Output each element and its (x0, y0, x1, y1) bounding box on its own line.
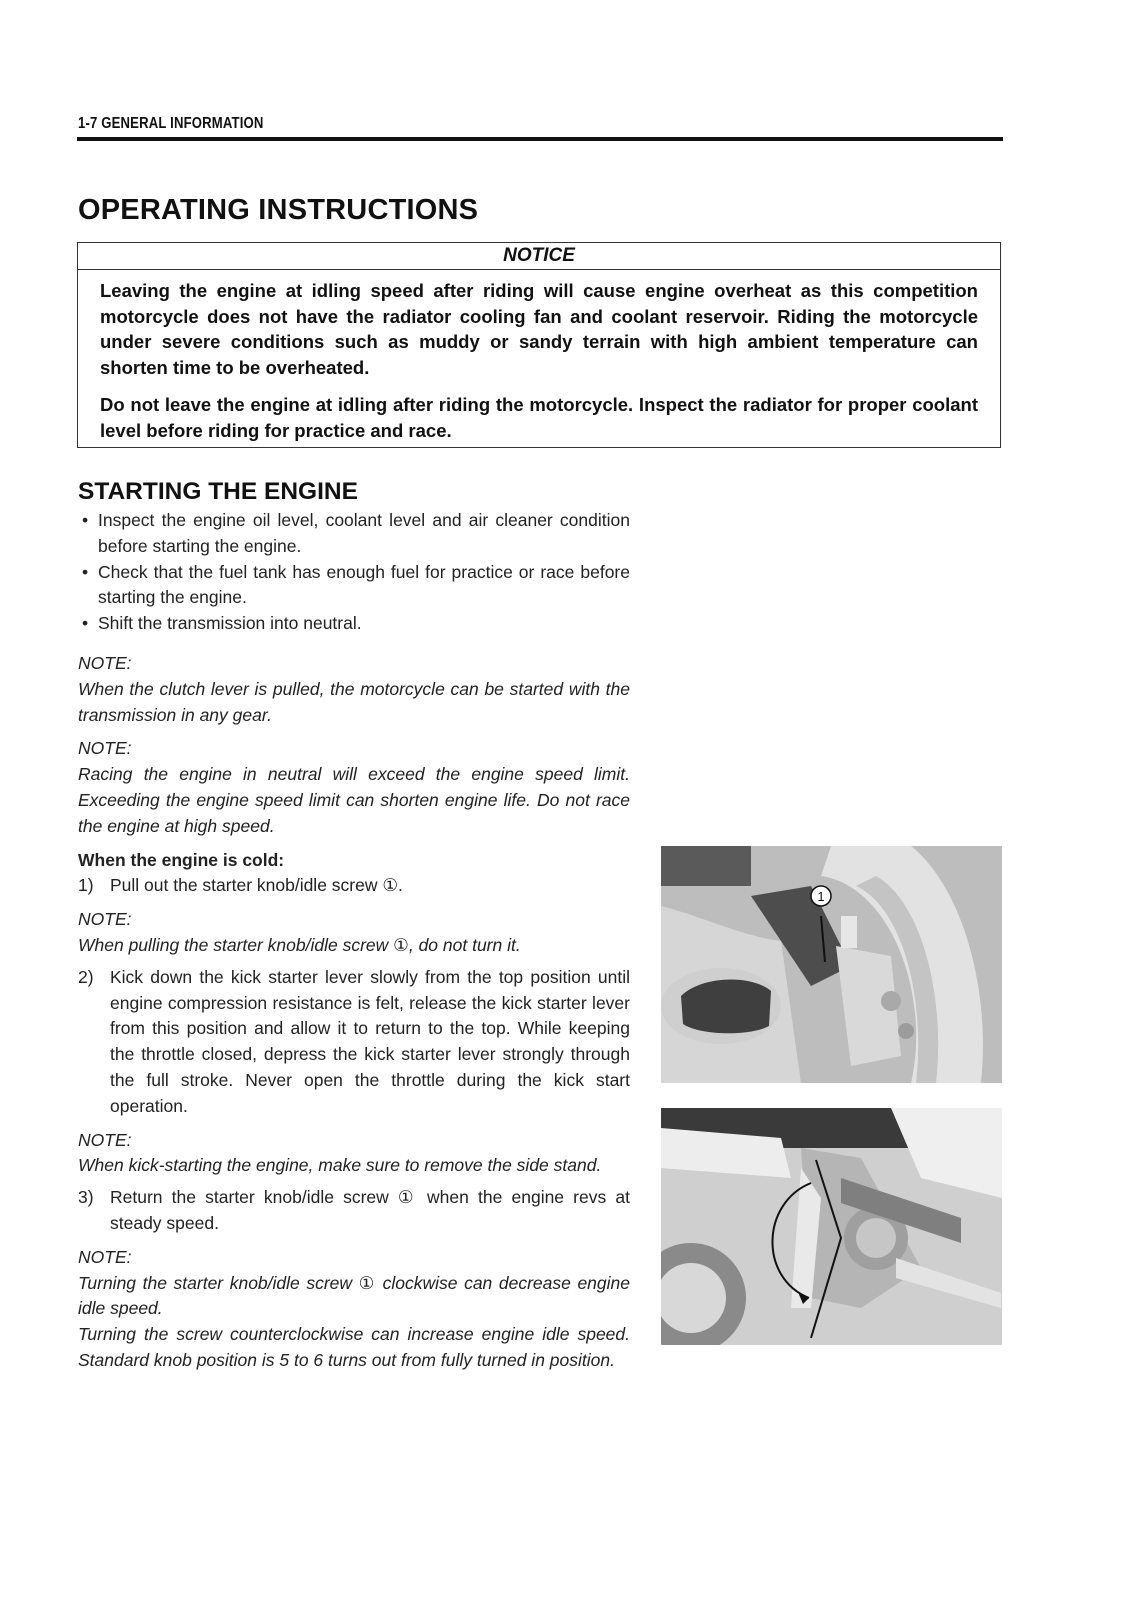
list-item: • Shift the transmission into neutral. (78, 611, 630, 637)
note-block (78, 736, 630, 839)
header-rule (77, 137, 1003, 141)
callout-label: 1 (817, 889, 825, 904)
list-item: • Check that the fuel tank has enough fuel for practice or race before starting the engine. (82, 561, 630, 608)
notice-body (78, 270, 1000, 443)
bullet-icon: • (82, 613, 89, 634)
step-2: 2) Kick down the kick starter lever slowly from the top position until engine compression resistance is felt, release the kick starter lever from this position and allow it to return to the top. While keeping the throttle closed, depress the kick starter lever strongly through the full stroke. Never open the throttle during the kick start operation. (78, 966, 630, 1116)
note-text: When pulling the starter knob/idle screw ①, do not turn it. (78, 934, 521, 955)
note-text: Racing the engine in neutral will exceed the engine speed limit. Exceeding the engine speed limit can shorten engine life. Do not race the engine at high speed. (78, 764, 630, 836)
notice-heading: NOTICE (78, 243, 1000, 270)
kick-starter-illustration (661, 1108, 1002, 1345)
page-title: OPERATING INSTRUCTIONS (78, 194, 479, 226)
note-label: NOTE: (78, 1129, 132, 1150)
starter-knob-photo (661, 846, 1002, 1083)
note-label: NOTE: (78, 652, 132, 673)
step-1: 1) Pull out the starter knob/idle screw ①. (78, 875, 403, 896)
cold-engine-heading: When the engine is cold: (78, 849, 285, 870)
section-title: STARTING THE ENGINE (78, 478, 358, 505)
note-block (78, 907, 630, 959)
notice-paragraph: Do not leave the engine at idling after riding the motorcycle. Inspect the radiator for proper coolant level before riding for practice and race. (100, 394, 978, 441)
instructions-column (78, 508, 630, 1374)
bullet-icon: • (82, 561, 89, 582)
step-3: 3) Return the starter knob/idle screw ① when the engine revs at steady speed. (78, 1187, 630, 1233)
starter-knob-illustration (661, 846, 1002, 1083)
note-text: When kick-starting the engine, make sure to remove the side stand. (78, 1155, 602, 1176)
note-text: When the clutch lever is pulled, the motorcycle can be started with the transmission in any gear. (78, 678, 630, 725)
note-text: Turning the starter knob/idle screw ① clockwise can decrease engine idle speed. (78, 1272, 630, 1319)
note-label: NOTE: (78, 909, 132, 930)
note-text: Turning the screw counterclockwise can increase engine idle speed. Standard knob position is 5 to 6 turns out from fully turned in position. (78, 1324, 630, 1370)
precheck-list (78, 508, 630, 637)
note-label: NOTE: (78, 1246, 132, 1267)
bullet-icon: • (82, 510, 89, 530)
list-item: • Inspect the engine oil level, coolant level and air cleaner condition before starting the engine. (82, 510, 630, 556)
notice-paragraph: Leaving the engine at idling speed after riding will cause engine overheat as this competition motorcycle does not have the radiator cooling fan and coolant reservoir. Riding the motorcycle under severe conditions such as muddy or sandy terrain with high ambient temperature can shorten time to be overheated. (100, 280, 978, 378)
page-header: 1-7 GENERAL INFORMATION (78, 115, 264, 132)
note-label: NOTE: (78, 738, 132, 759)
kick-starter-photo (661, 1108, 1002, 1345)
note-block (78, 1245, 630, 1374)
notice-box (77, 242, 1001, 448)
note-block (78, 651, 630, 728)
note-block (78, 1128, 630, 1180)
